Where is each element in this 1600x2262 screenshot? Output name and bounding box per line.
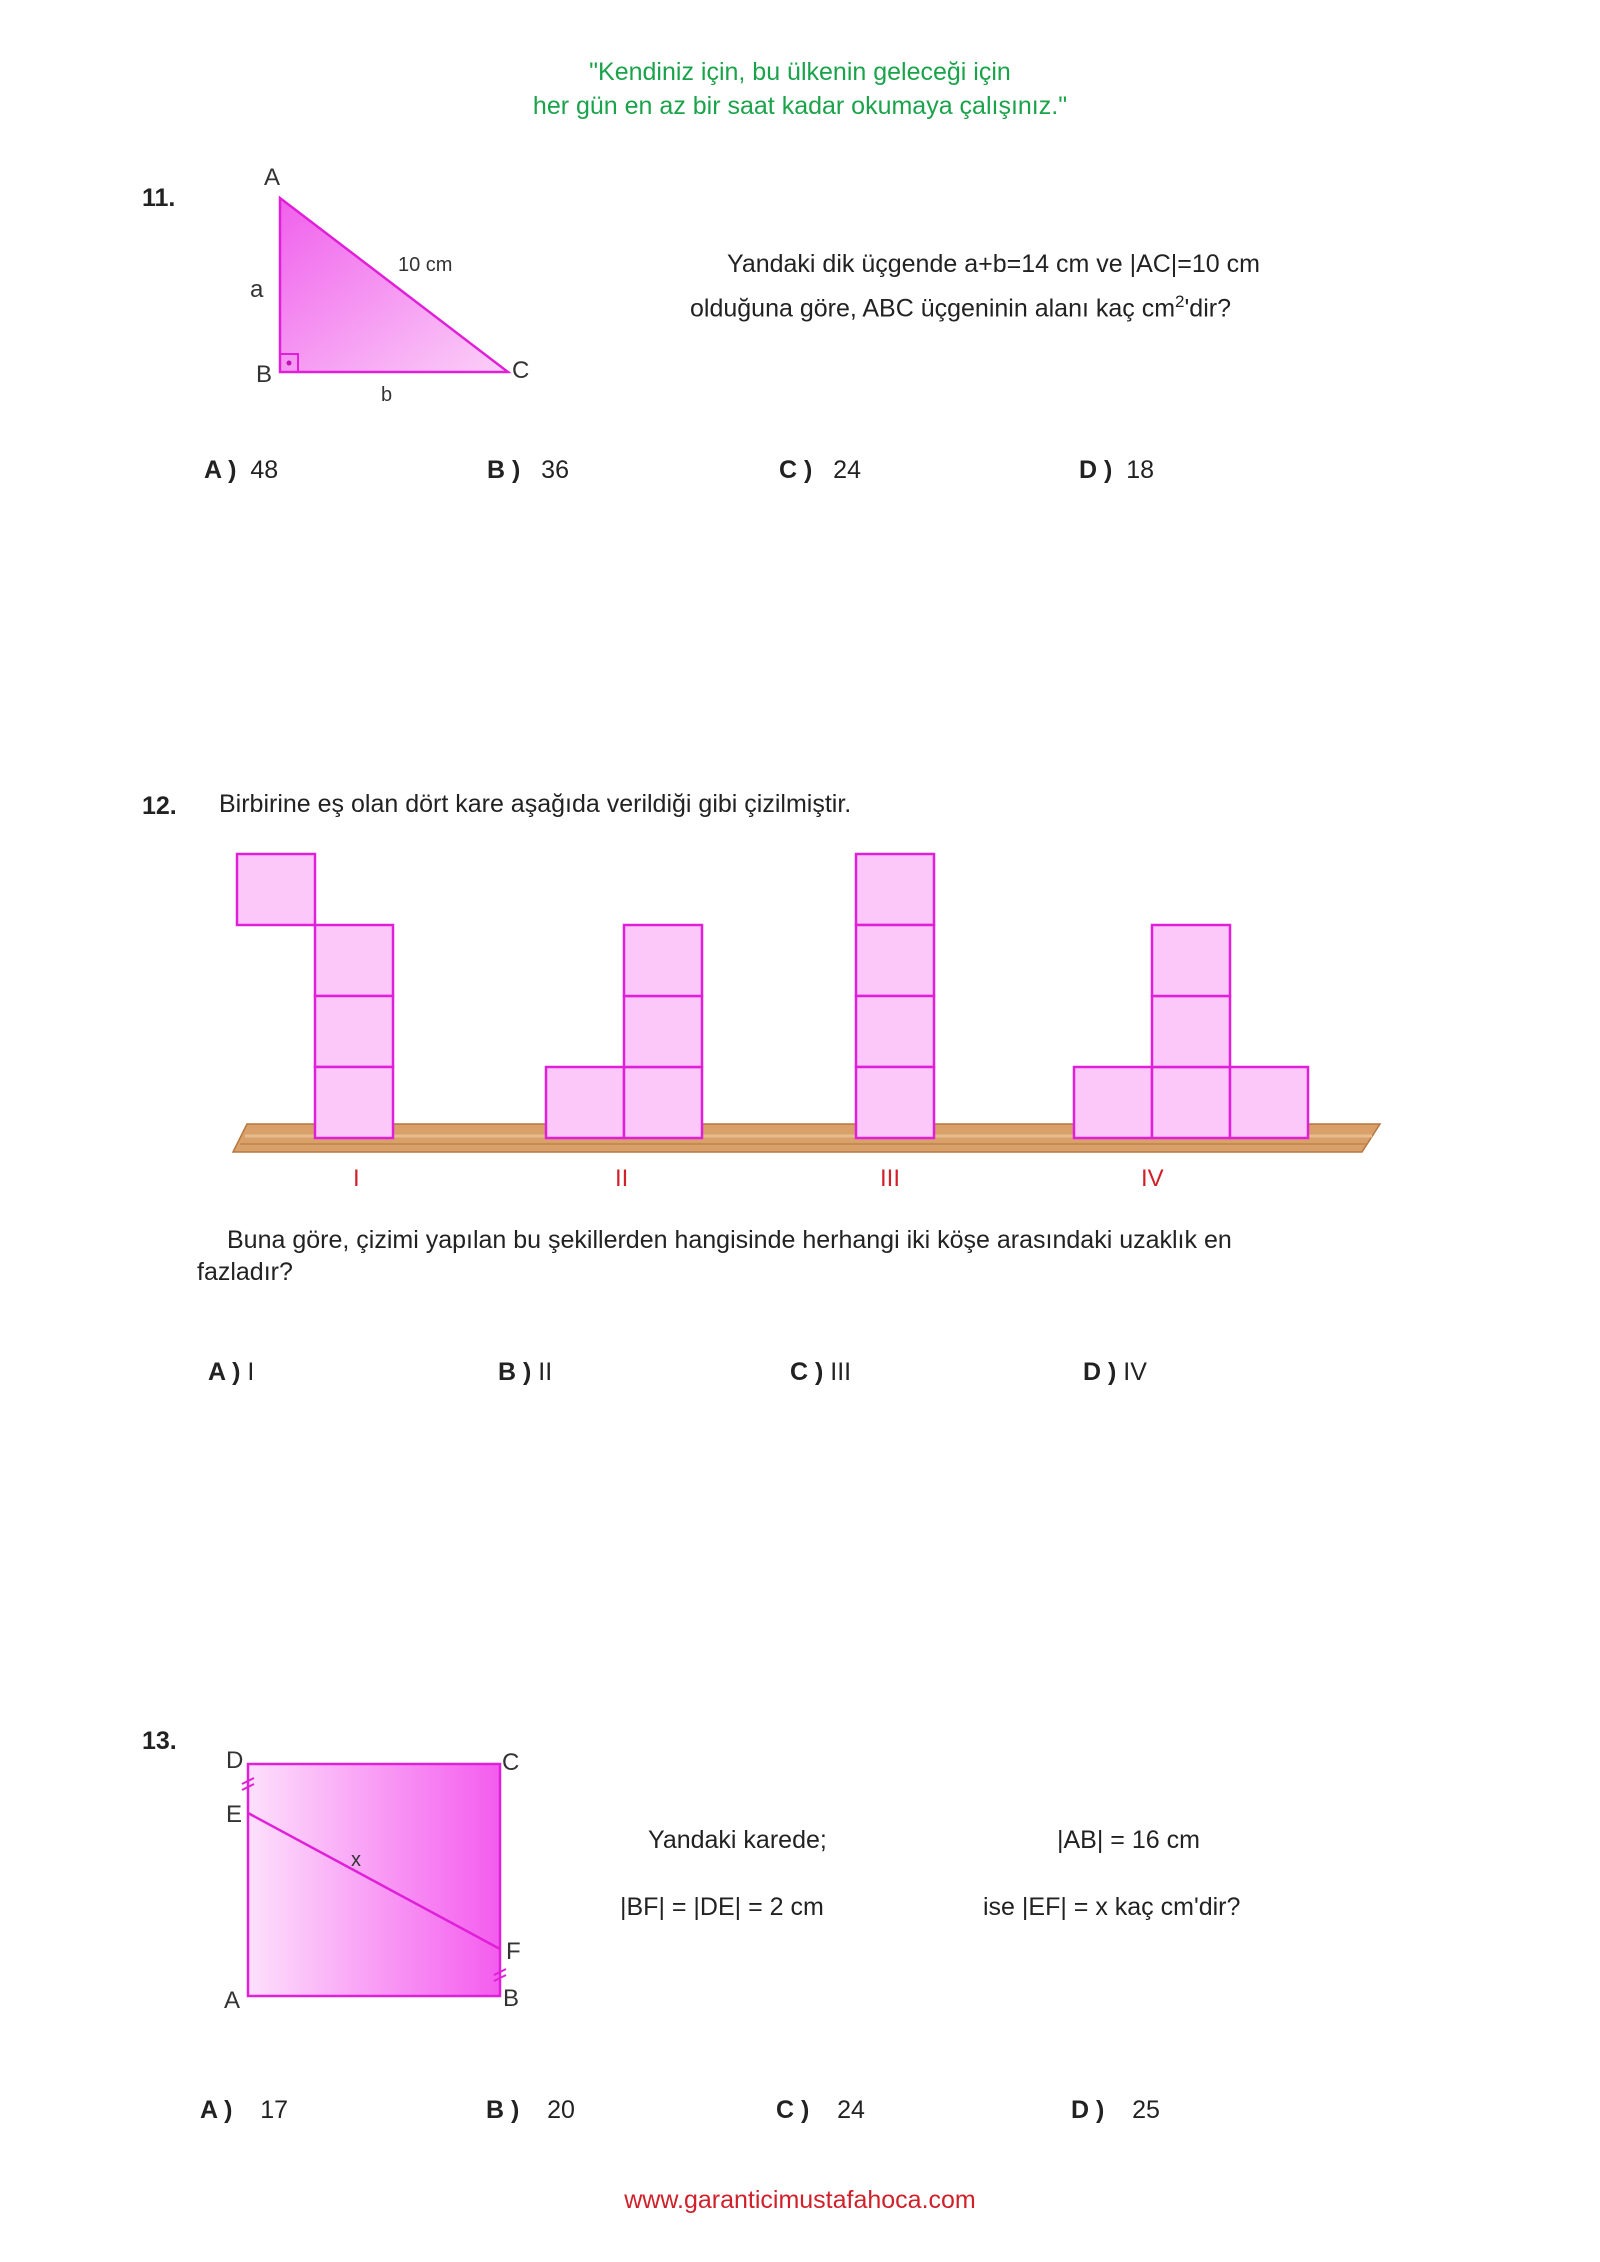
q12-option-a-letter: A ) — [208, 1358, 241, 1386]
q13-option-d-letter: D ) — [1071, 2096, 1105, 2124]
q12-option-b-letter: B ) — [498, 1358, 532, 1386]
q11-option-b-value: 36 — [541, 456, 569, 484]
q12-question-line-1: Buna göre, çizimi yapılan bu şekillerden hangisinde herhangi iki köşe arasındaki uzaklık en — [227, 1226, 1232, 1254]
shape-IV-square-1 — [1074, 1067, 1152, 1138]
q12-option-a[interactable] — [208, 1358, 254, 1387]
q11-option-d-value: 18 — [1126, 456, 1155, 484]
q12-option-c[interactable] — [790, 1358, 851, 1387]
q12-number: 12. — [142, 792, 177, 820]
q13-text-1: Yandaki karede; — [648, 1826, 827, 1854]
q13-option-a-value: 17 — [260, 2096, 289, 2124]
q13-option-a[interactable] — [200, 2096, 288, 2125]
shape-I — [237, 854, 393, 1138]
shape-label-IV: IV — [1141, 1165, 1164, 1192]
q11-label-C: C — [512, 357, 530, 384]
shape-IV — [1074, 925, 1308, 1138]
q11-text-superscript: 2 — [1175, 292, 1185, 311]
footer-url[interactable]: www.garanticimustafahoca.com — [624, 2186, 976, 2214]
q11-option-a-letter: A ) — [204, 456, 237, 484]
shape-IV-square-2 — [1152, 1067, 1230, 1138]
shape-IV-square-5 — [1152, 925, 1230, 996]
q12-option-d[interactable] — [1083, 1358, 1147, 1387]
shape-II-square-4 — [624, 925, 702, 996]
q11-option-c-value: 24 — [833, 456, 861, 484]
q13-option-b-letter: B ) — [486, 2096, 520, 2124]
q12-option-c-value: III — [830, 1358, 852, 1386]
q11-label-a: a — [250, 276, 264, 303]
q12-option-d-value: IV — [1123, 1358, 1147, 1386]
q12-prompt: Birbirine eş olan dört kare aşağıda verildiği gibi çizilmiştir. — [219, 790, 852, 818]
q13-option-b-value: 20 — [547, 2096, 575, 2124]
q11-number: 11. — [142, 184, 176, 212]
q13-text-3: |BF| = |DE| = 2 cm — [620, 1893, 824, 1921]
q11-label-b: b — [381, 384, 393, 406]
shape-III-square-2 — [856, 925, 934, 996]
shape-III-square-1 — [856, 854, 934, 925]
shape-label-I: I — [353, 1165, 360, 1192]
q13-text-2: |AB| = 16 cm — [1057, 1826, 1200, 1854]
shape-III-square-4 — [856, 1067, 934, 1138]
shape-II — [546, 925, 702, 1138]
shape-II-square-3 — [624, 996, 702, 1067]
q13-option-c-letter: C ) — [776, 2096, 810, 2124]
header-quote-line-1: "Kendiniz için, bu ülkenin geleceği için — [589, 58, 1011, 86]
q13-label-x: x — [351, 1849, 361, 1871]
shape-II-square-1 — [546, 1067, 624, 1138]
shape-I-square-1 — [237, 854, 315, 925]
q11-option-c-letter: C ) — [779, 456, 813, 484]
q13-option-d-value: 25 — [1132, 2096, 1160, 2124]
q13-option-c[interactable] — [776, 2096, 865, 2125]
q12-option-b[interactable] — [498, 1358, 552, 1387]
header-quote-line-2: her gün en az bir saat kadar okumaya çalışınız." — [532, 92, 1068, 120]
q11-text-line-1: Yandaki dik üçgende a+b=14 cm ve |AC|=10 cm — [727, 250, 1260, 278]
q13-number: 13. — [142, 1727, 177, 1755]
shape-III — [856, 854, 934, 1138]
q13-label-F: F — [506, 1938, 521, 1965]
q12-option-b-value: II — [538, 1358, 553, 1386]
shape-II-square-2 — [624, 1067, 702, 1138]
q11-option-b-letter: B ) — [487, 456, 521, 484]
q11-label-hypotenuse: 10 cm — [398, 254, 453, 276]
q13-option-b[interactable] — [486, 2096, 575, 2125]
shape-IV-square-3 — [1230, 1067, 1308, 1138]
shape-III-square-3 — [856, 996, 934, 1067]
shape-I-square-4 — [315, 1067, 393, 1138]
shape-IV-square-4 — [1152, 996, 1230, 1067]
q13-label-C: C — [502, 1749, 520, 1776]
q11-text-line-2-main: olduğuna göre, ABC üçgeninin alanı kaç cm — [690, 294, 1176, 323]
q12-option-d-letter: D ) — [1083, 1358, 1117, 1386]
q12-question-line-2: fazladır? — [197, 1258, 293, 1286]
q13-square-figure — [230, 1740, 530, 2020]
q13-label-A: A — [224, 1987, 241, 2014]
q11-label-B: B — [256, 361, 273, 388]
q11-option-d-letter: D ) — [1079, 456, 1113, 484]
shape-label-III: III — [880, 1165, 901, 1192]
shape-I-square-2 — [315, 925, 393, 996]
q13-option-a-letter: A ) — [200, 2096, 233, 2124]
q11-label-A: A — [264, 164, 281, 191]
q11-text-line-2-end: 'dir? — [1184, 294, 1231, 323]
q13-label-D: D — [226, 1747, 244, 1774]
q12-option-a-value: I — [247, 1358, 255, 1386]
q13-option-c-value: 24 — [837, 2096, 865, 2124]
q13-option-d[interactable] — [1071, 2096, 1160, 2125]
shape-I-square-3 — [315, 996, 393, 1067]
q13-label-E: E — [226, 1801, 243, 1828]
q11-option-a-value: 48 — [250, 456, 279, 484]
q13-text-4: ise |EF| = x kaç cm'dir? — [983, 1893, 1241, 1921]
q13-label-B: B — [503, 1985, 520, 2012]
shape-label-II: II — [615, 1165, 629, 1192]
q12-option-c-letter: C ) — [790, 1358, 824, 1386]
